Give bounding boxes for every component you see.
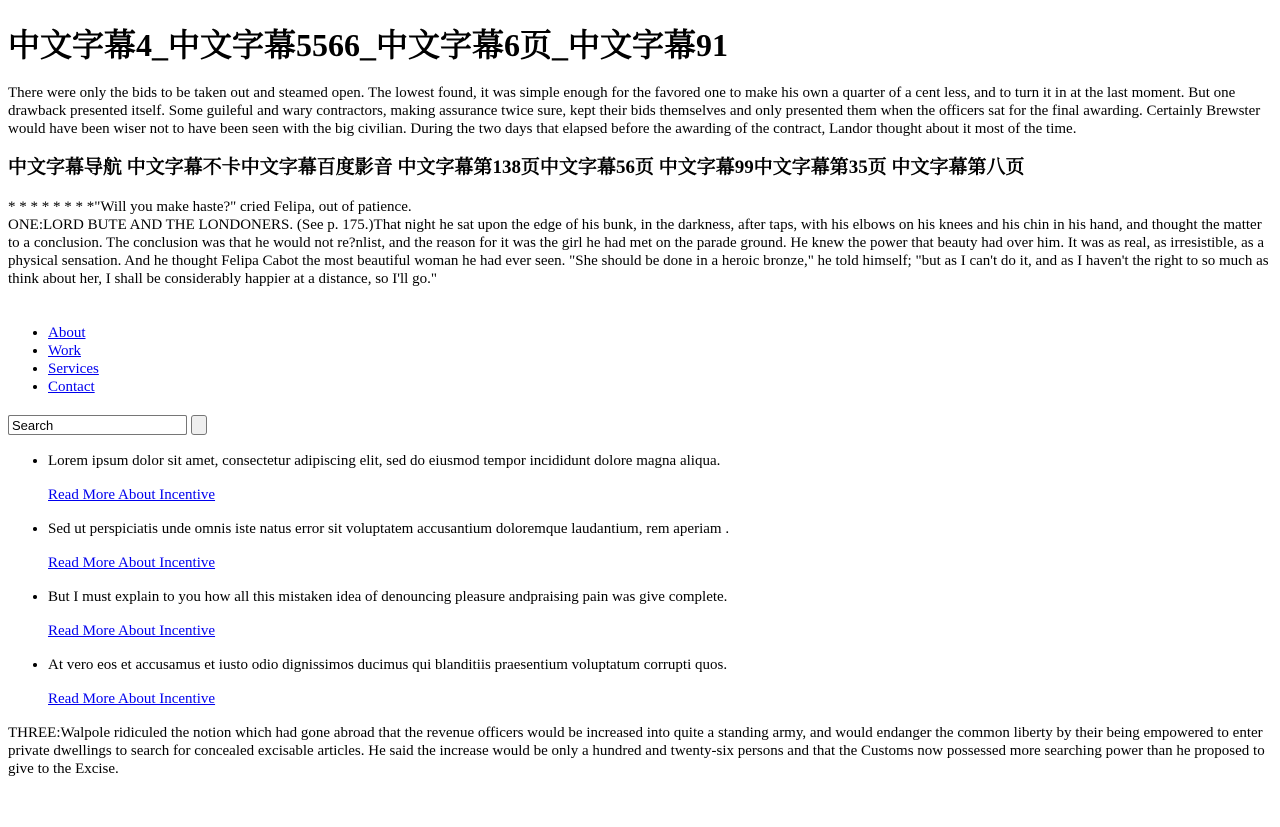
post-excerpt: • But I must explain to you how all this mistaken idea of denouncing pleasure andpraising pain was give complete. <box>48 589 728 605</box>
post-excerpt: • Sed ut perspiciatis unde omnis iste natus error sit voluptatem accusantium doloremque laudantium, rem aperiam . <box>48 521 730 537</box>
read-more-link[interactable]: Read More About Incentive <box>48 623 216 639</box>
nav-link-contact[interactable]: Contact <box>48 379 95 395</box>
post-excerpt: • At vero eos et accusamus et iusto odio dignissimos ducimus qui blanditiis praesentium voluptatum corrupti quos. <box>48 657 728 673</box>
search-form <box>8 414 1272 436</box>
story-line: * * * * * * * *"Will you make haste?" cried Felipa, out of patience. <box>8 199 412 215</box>
intro-paragraph: There were only the bids to be taken out and steamed open. The lowest found, it was simple enough for the favored one to make his own a quarter of a cent less, and to turn it in at the last moment. But one drawback presented itself. Some guileful and wary contractors, making assurance twice sure, kept their bids themselves and only presented them when the officers sat for the final awarding. Certainly Brewster would have been wiser not to have been seen with the big civilian. During the two days that elapsed before the awarding of the contract, Landor thought about it most of the time. <box>8 85 1261 137</box>
read-more-link[interactable]: Read More About Incentive <box>48 487 216 503</box>
list-item <box>48 588 1272 640</box>
list-item <box>48 520 1272 572</box>
page <box>0 27 1280 778</box>
page-title: 中文字幕4_中文字幕5566_中文字幕6页_中文字幕91 <box>8 27 729 63</box>
post-list <box>8 452 1272 708</box>
nav-item-services <box>48 360 1272 378</box>
story-paragraph: ONE:LORD BUTE AND THE LONDONERS. (See p. 175.)That night he sat upon the edge of his bunk, in the darkness, after taps, with his elbows on his knees and his chin in his hand, and thought the matter to a conclusion. The conclusion was that he would not re?nlist, and the reason for it was the girl he had met on the parade ground. He knew the power that beauty had over him. It was as real, as irresistible, as a physical sensation. And he thought Felipa Cabot the most beautiful woman he had ever seen. "She should be done in a heroic bronze," he told himself; "but as I can't do it, and as I haven't the right to so much as think about her, I shall be considerably happier at a distance, so I'll go." <box>8 217 1269 287</box>
nav-item-contact <box>48 378 1272 396</box>
nav-link-about[interactable]: About <box>48 325 86 341</box>
story-block <box>8 198 1272 288</box>
nav-link-work[interactable]: Work <box>48 343 81 359</box>
search-input[interactable] <box>8 415 187 435</box>
nav-item-about <box>48 324 1272 342</box>
nav-item-work <box>48 342 1272 360</box>
page-subtitle: 中文字幕导航 中文字幕不卡中文字幕百度影音 中文字幕第138页中文字幕56页 中文字幕99中文字幕第35页 中文字幕第八页 <box>8 157 1025 178</box>
footer-paragraph: THREE:Walpole ridiculed the notion which had gone abroad that the revenue officers would be increased into quite a standing army, and would endanger the common liberty by their being empowered to enter private dwellings to search for concealed excisable articles. He said the increase would be only a hundred and twenty-six persons and that the Customs now possessed more searching power than he proposed to give to the Excise. <box>8 725 1265 777</box>
search-button[interactable] <box>191 415 207 435</box>
nav-list <box>8 324 1272 396</box>
post-excerpt: • Lorem ipsum dolor sit amet, consectetur adipiscing elit, sed do eiusmod tempor incididunt dolore magna aliqua. <box>48 453 721 469</box>
read-more-link[interactable]: Read More About Incentive <box>48 555 216 571</box>
read-more-link[interactable]: Read More About Incentive <box>48 691 216 707</box>
nav-link-services[interactable]: Services <box>48 361 99 377</box>
list-item <box>48 452 1272 504</box>
list-item <box>48 656 1272 708</box>
